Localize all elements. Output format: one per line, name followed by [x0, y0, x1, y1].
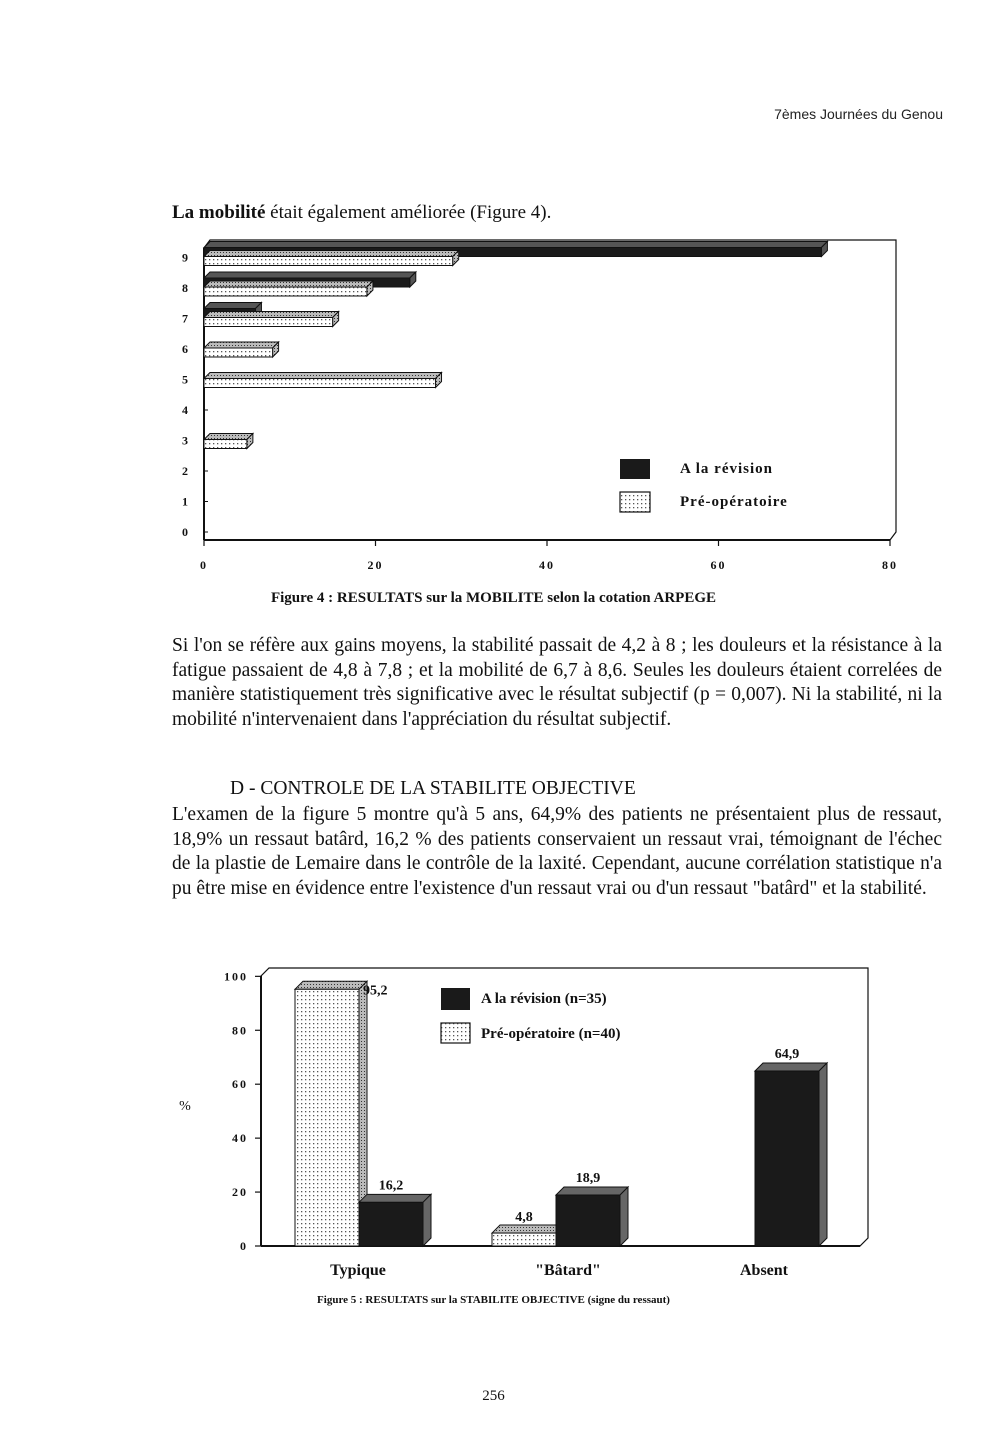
y-tick-label: 1 — [182, 494, 188, 509]
bar-preop-0 — [295, 981, 367, 1246]
figure-4-chart — [0, 230, 987, 580]
bar-front-face — [204, 287, 367, 296]
bar-preop-5 — [204, 373, 442, 388]
intro-rest: était également améliorée (Figure 4). — [270, 202, 552, 223]
bar-front-face — [755, 1071, 819, 1246]
y-tick-label: 20 — [232, 1185, 248, 1200]
y-tick-label: 9 — [182, 250, 188, 265]
legend-label-revision: A la révision (n=35) — [481, 991, 607, 1007]
y-tick-label: 8 — [182, 281, 188, 295]
y-tick-label: 6 — [182, 342, 188, 356]
y-tick-label: 7 — [182, 311, 188, 326]
legend-swatch-preop — [441, 1023, 470, 1043]
page-number: 256 — [482, 1388, 505, 1404]
bar-side-face — [620, 1187, 628, 1246]
y-tick-label: 100 — [224, 969, 248, 984]
x-tick-label: Typique — [330, 1262, 386, 1279]
y-tick-label: 4 — [182, 403, 188, 417]
bar-side-face — [423, 1194, 431, 1246]
x-tick-label: 80 — [882, 558, 898, 572]
bar-front-face — [204, 440, 247, 449]
bar-top-face — [359, 1194, 431, 1202]
x-tick-label: 40 — [539, 558, 555, 572]
bar-revision-1 — [556, 1187, 628, 1246]
bar-top-face — [204, 251, 459, 257]
bar-front-face — [204, 318, 333, 327]
y-tick-label: 40 — [232, 1131, 248, 1146]
bar-preop-6 — [204, 342, 279, 357]
x-tick-label: 0 — [200, 558, 208, 572]
data-label-preop: 4,8 — [515, 1210, 533, 1226]
bar-front-face — [556, 1195, 620, 1246]
bar-preop-9 — [204, 251, 459, 266]
bar-top-face — [204, 272, 416, 278]
bar-front-face — [204, 257, 453, 266]
bar-preop-3 — [204, 434, 253, 449]
data-label-revision: 18,9 — [575, 1171, 601, 1187]
legend-label-revision: A la révision — [680, 461, 774, 477]
legend-swatch-revision — [441, 988, 470, 1010]
bar-top-face — [204, 342, 279, 348]
bar-top-face — [204, 373, 442, 379]
bar-revision-2 — [755, 1063, 827, 1246]
bar-top-face — [204, 242, 827, 248]
bar-top-face — [204, 281, 373, 287]
y-axis-label: % — [179, 1099, 191, 1114]
bar-revision-0 — [359, 1194, 431, 1246]
x-tick-label: 60 — [710, 558, 727, 572]
y-tick-label: 0 — [240, 1239, 248, 1253]
intro-bold: La mobilité — [172, 202, 266, 223]
y-tick-label: 2 — [182, 464, 188, 478]
bar-top-face — [295, 981, 367, 989]
y-tick-label: 5 — [182, 372, 188, 387]
bar-top-face — [755, 1063, 827, 1071]
bar-top-face — [204, 303, 261, 309]
section-title: D - CONTROLE DE LA STABILITE OBJECTIVE — [230, 778, 636, 799]
y-tick-label: 60 — [232, 1077, 248, 1092]
y-tick-label: 80 — [232, 1023, 248, 1038]
bar-top-face — [556, 1187, 628, 1195]
paragraph-stability: L'examen de la figure 5 montre qu'à 5 ans, 64,9% des patients ne présentaient plus de ressaut, 18,9% un ressaut batârd, 16,2 % des patients conservaient un ressaut vrai, témoignant de l'échec de la plastie de Lemaire dans le contrôle de la laxité. Cependant, aucune corrélation statistique n'a pu être mise en évidence entre l'existence d'un ressaut vrai ou d'un ressaut "batârd" et la stabilité. — [172, 804, 942, 899]
bar-preop-8 — [204, 281, 373, 296]
legend-swatch-preop — [620, 492, 650, 512]
bar-front-face — [204, 348, 273, 357]
figure-5-caption: Figure 5 : RESULTATS sur la STABILITE OBJECTIVE (signe du ressaut) — [317, 1294, 670, 1306]
legend-label-preop: Pré-opératoire (n=40) — [481, 1026, 621, 1042]
bar-top-face — [204, 312, 339, 318]
legend-swatch-revision — [620, 459, 650, 479]
bar-front-face — [492, 1233, 556, 1246]
figure-5-chart — [0, 950, 987, 1290]
x-tick-label: "Bâtard" — [535, 1262, 601, 1279]
paragraph-gains: Si l'on se réfère aux gains moyens, la stabilité passait de 4,2 à 8 ; les douleurs et la résistance à la fatigue passaient de 4,8 à 7,8 ; et la mobilité de 6,7 à 8,6. Seules les douleurs étaient correlées de manière statistiquement très significative avec le résultat subjectif (p = 0,007). Ni la stabilité, ni la mobilité n'intervenaient dans l'appréciation du résultat subjectif. — [172, 635, 942, 730]
data-label-revision: 16,2 — [378, 1178, 404, 1194]
bar-preop-7 — [204, 312, 339, 327]
data-label-revision: 64,9 — [774, 1046, 800, 1062]
bar-front-face — [359, 1202, 423, 1246]
bar-top-face — [492, 1225, 564, 1233]
bar-top-face — [204, 434, 253, 440]
legend-label-preop: Pré-opératoire — [680, 494, 788, 510]
data-label-preop: 95,2 — [363, 983, 388, 999]
x-tick-label: 20 — [367, 558, 384, 572]
figure-4-caption: Figure 4 : RESULTATS sur la MOBILITE selon la cotation ARPEGE — [270, 590, 717, 606]
y-tick-label: 0 — [182, 525, 188, 539]
bar-front-face — [204, 379, 436, 388]
bar-front-face — [295, 989, 359, 1246]
x-tick-label: Absent — [739, 1262, 789, 1279]
y-tick-label: 3 — [182, 433, 188, 448]
bar-preop-1 — [492, 1225, 564, 1246]
running-header: 7èmes Journées du Genou — [774, 106, 943, 122]
bar-side-face — [819, 1063, 827, 1246]
intro-sentence — [172, 202, 551, 224]
